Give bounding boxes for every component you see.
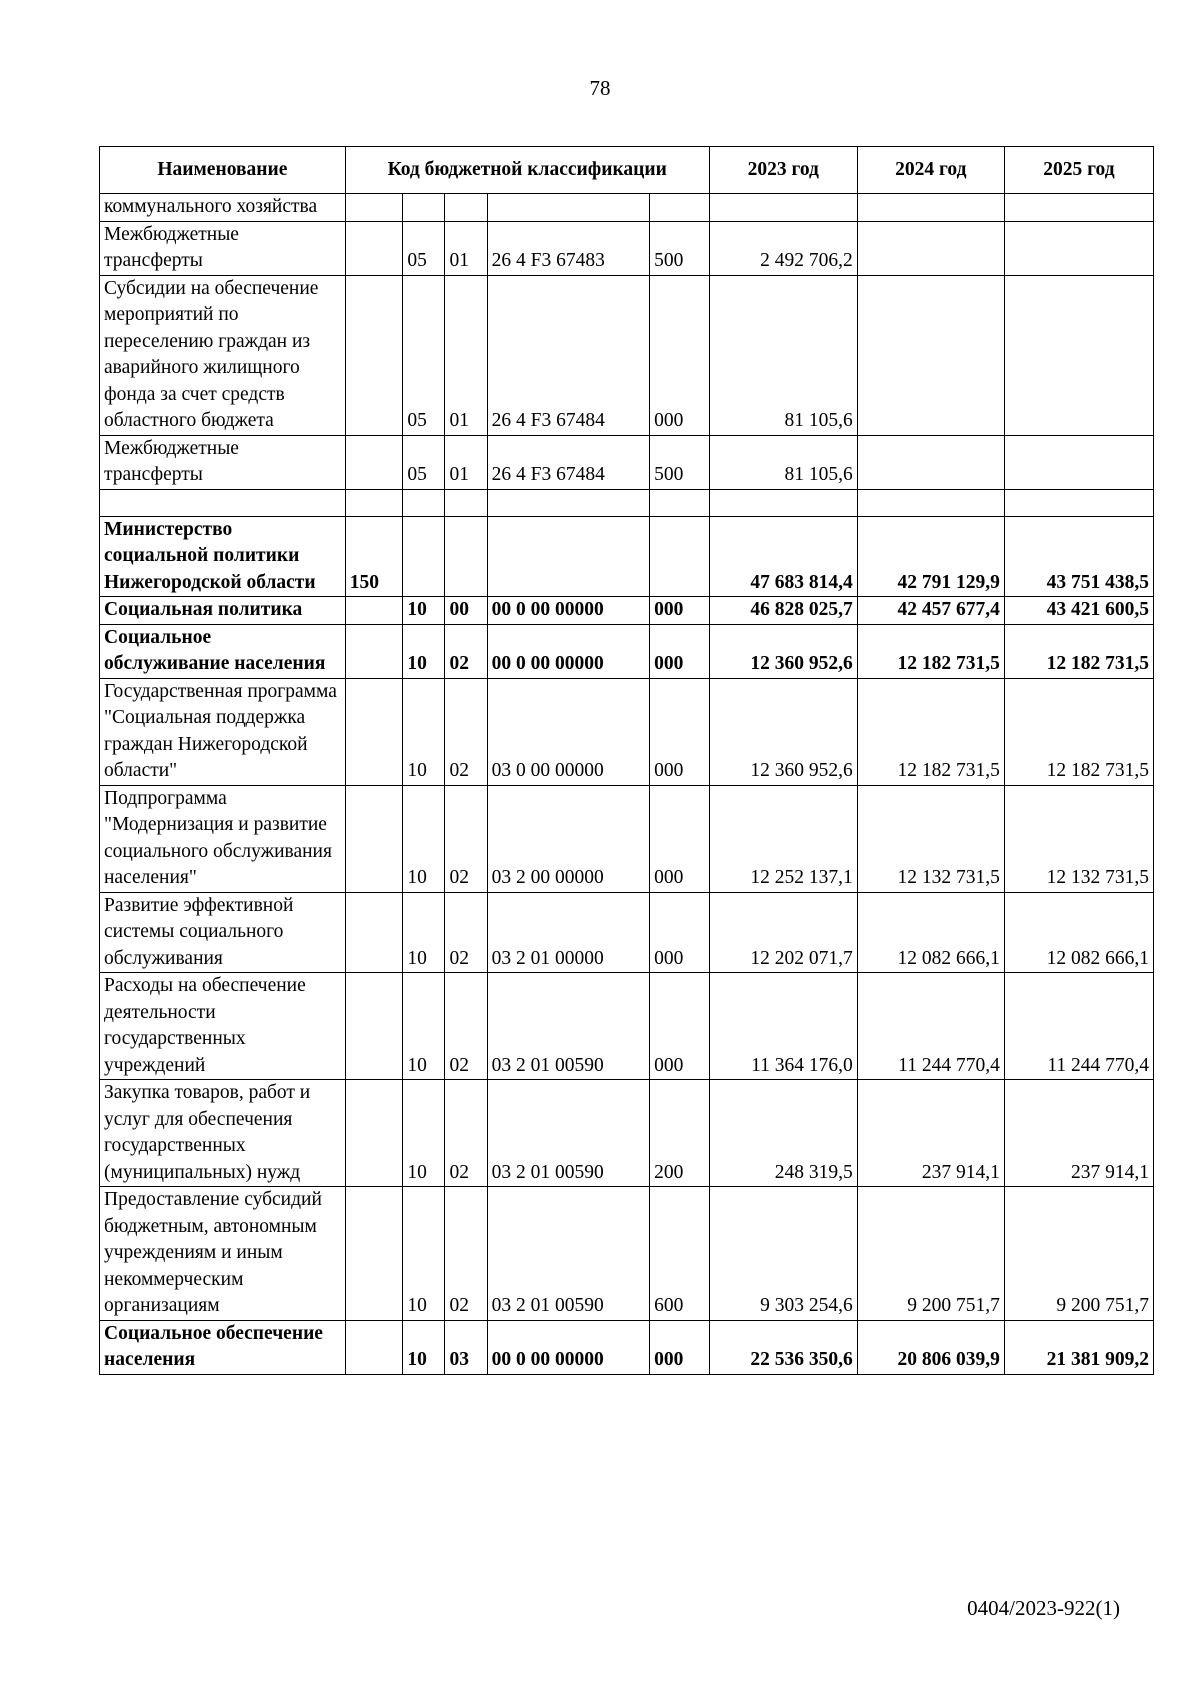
cell-2024: 11 244 770,4 [857, 973, 1004, 1080]
cell-2024 [857, 221, 1004, 275]
table-row [100, 892, 1154, 973]
cell-subsection: 02 [445, 973, 487, 1080]
table-row [100, 221, 1154, 275]
cell-section: 10 [403, 597, 445, 625]
cell-2024: 12 082 666,1 [857, 892, 1004, 973]
cell-subsection: 01 [445, 221, 487, 275]
table-body [100, 194, 1154, 1375]
cell-expense-type: 500 [650, 221, 710, 275]
cell-section: 10 [403, 785, 445, 892]
cell-2023: 2 492 706,2 [709, 221, 857, 275]
cell-section: 10 [403, 1320, 445, 1374]
cell-target-article: 00 0 00 00000 [487, 624, 649, 678]
page-number: 78 [589, 76, 611, 100]
cell-target-article: 03 0 00 00000 [487, 678, 649, 785]
cell-target-article: 26 4 F3 67484 [487, 275, 649, 435]
cell-expense-type: 000 [650, 597, 710, 625]
cell-name: Министерство социальной политики Нижегородской области [100, 516, 346, 597]
cell-section: 10 [403, 892, 445, 973]
cell-ministry-code [345, 973, 403, 1080]
cell-2023: 46 828 025,7 [709, 597, 857, 625]
table-row [100, 489, 1154, 516]
cell-2025: 12 132 731,5 [1004, 785, 1153, 892]
table-row [100, 678, 1154, 785]
cell-target-article: 03 2 00 00000 [487, 785, 649, 892]
cell-subsection: 03 [445, 1320, 487, 1374]
cell-2023: 81 105,6 [709, 275, 857, 435]
cell-expense-type: 200 [650, 1080, 710, 1187]
cell-name: Социальное обслуживание населения [100, 624, 346, 678]
cell-target-article: 03 2 01 00590 [487, 1187, 649, 1321]
budget-table [99, 146, 1154, 1375]
cell-expense-type: 000 [650, 973, 710, 1080]
cell-target-article: 03 2 01 00590 [487, 973, 649, 1080]
cell-2023: 12 202 071,7 [709, 892, 857, 973]
table-row [100, 624, 1154, 678]
cell-2024: 12 182 731,5 [857, 624, 1004, 678]
header-name: Наименование [100, 147, 346, 194]
cell-expense-type [650, 516, 710, 597]
cell-name: Предоставление субсидий бюджетным, автономным учреждениям и иным некоммерческим организациям [100, 1187, 346, 1321]
cell-section: 10 [403, 624, 445, 678]
cell-section: 05 [403, 435, 445, 489]
cell-2024: 20 806 039,9 [857, 1320, 1004, 1374]
cell-2025 [1004, 194, 1153, 222]
cell-name: Социальная политика [100, 597, 346, 625]
cell-2024 [857, 275, 1004, 435]
header-2024: 2024 год [857, 147, 1004, 194]
cell-2024: 237 914,1 [857, 1080, 1004, 1187]
document-code: 0404/2023-922(1) [967, 1596, 1120, 1620]
cell-expense-type [650, 489, 710, 516]
cell-2025: 11 244 770,4 [1004, 973, 1153, 1080]
table-row [100, 973, 1154, 1080]
cell-target-article [487, 516, 649, 597]
cell-2023: 248 319,5 [709, 1080, 857, 1187]
cell-ministry-code: 150 [345, 516, 403, 597]
cell-expense-type: 000 [650, 785, 710, 892]
cell-2023: 12 360 952,6 [709, 624, 857, 678]
cell-2023 [709, 489, 857, 516]
cell-section: 10 [403, 973, 445, 1080]
cell-2025: 43 421 600,5 [1004, 597, 1153, 625]
table-row [100, 1080, 1154, 1187]
cell-target-article: 03 2 01 00000 [487, 892, 649, 973]
cell-2023 [709, 194, 857, 222]
cell-subsection: 01 [445, 435, 487, 489]
header-2025: 2025 год [1004, 147, 1153, 194]
cell-expense-type: 000 [650, 275, 710, 435]
cell-ministry-code [345, 1187, 403, 1321]
cell-name [100, 489, 346, 516]
cell-ministry-code [345, 624, 403, 678]
cell-2025 [1004, 275, 1153, 435]
cell-2025: 237 914,1 [1004, 1080, 1153, 1187]
cell-2025 [1004, 435, 1153, 489]
cell-target-article: 00 0 00 00000 [487, 597, 649, 625]
cell-name: Межбюджетные трансферты [100, 221, 346, 275]
cell-subsection [445, 194, 487, 222]
cell-ministry-code [345, 892, 403, 973]
cell-2025: 9 200 751,7 [1004, 1187, 1153, 1321]
cell-section: 10 [403, 678, 445, 785]
cell-expense-type: 000 [650, 1320, 710, 1374]
cell-ministry-code [345, 221, 403, 275]
cell-2024: 42 457 677,4 [857, 597, 1004, 625]
cell-2023: 12 360 952,6 [709, 678, 857, 785]
cell-section: 05 [403, 221, 445, 275]
cell-2023: 81 105,6 [709, 435, 857, 489]
cell-subsection: 01 [445, 275, 487, 435]
cell-2023: 22 536 350,6 [709, 1320, 857, 1374]
cell-2024 [857, 435, 1004, 489]
cell-subsection: 02 [445, 624, 487, 678]
cell-ministry-code [345, 435, 403, 489]
cell-target-article [487, 489, 649, 516]
cell-subsection [445, 516, 487, 597]
cell-section [403, 489, 445, 516]
cell-target-article: 26 4 F3 67483 [487, 221, 649, 275]
table-row [100, 1320, 1154, 1374]
cell-ministry-code [345, 678, 403, 785]
cell-2025: 43 751 438,5 [1004, 516, 1153, 597]
cell-section [403, 194, 445, 222]
cell-ministry-code [345, 275, 403, 435]
cell-name: коммунального хозяйства [100, 194, 346, 222]
table-row [100, 435, 1154, 489]
cell-2024: 42 791 129,9 [857, 516, 1004, 597]
cell-section: 05 [403, 275, 445, 435]
cell-expense-type: 500 [650, 435, 710, 489]
cell-2024 [857, 194, 1004, 222]
cell-expense-type: 000 [650, 892, 710, 973]
table-header-row [100, 147, 1154, 194]
table-row [100, 194, 1154, 222]
cell-2025: 12 182 731,5 [1004, 624, 1153, 678]
cell-subsection: 02 [445, 1187, 487, 1321]
cell-subsection: 00 [445, 597, 487, 625]
header-code: Код бюджетной классификации [345, 147, 709, 194]
table-row [100, 785, 1154, 892]
cell-target-article [487, 194, 649, 222]
cell-section: 10 [403, 1187, 445, 1321]
cell-ministry-code [345, 1320, 403, 1374]
cell-2024: 12 132 731,5 [857, 785, 1004, 892]
cell-2025: 21 381 909,2 [1004, 1320, 1153, 1374]
cell-2023: 12 252 137,1 [709, 785, 857, 892]
cell-expense-type: 000 [650, 678, 710, 785]
cell-subsection: 02 [445, 785, 487, 892]
cell-2024 [857, 489, 1004, 516]
cell-ministry-code [345, 1080, 403, 1187]
cell-2025 [1004, 221, 1153, 275]
cell-subsection: 02 [445, 1080, 487, 1187]
cell-ministry-code [345, 785, 403, 892]
cell-ministry-code [345, 194, 403, 222]
cell-expense-type: 600 [650, 1187, 710, 1321]
cell-expense-type [650, 194, 710, 222]
cell-subsection: 02 [445, 892, 487, 973]
cell-2023: 9 303 254,6 [709, 1187, 857, 1321]
cell-name: Субсидии на обеспечение мероприятий по переселению граждан из аварийного жилищного фонда за счет средств областного бюджета [100, 275, 346, 435]
cell-2024: 9 200 751,7 [857, 1187, 1004, 1321]
cell-2025: 12 182 731,5 [1004, 678, 1153, 785]
cell-expense-type: 000 [650, 624, 710, 678]
table-row [100, 597, 1154, 625]
cell-2025 [1004, 489, 1153, 516]
cell-2024: 12 182 731,5 [857, 678, 1004, 785]
cell-name: Развитие эффективной системы социального обслуживания [100, 892, 346, 973]
cell-ministry-code [345, 597, 403, 625]
cell-2023: 47 683 814,4 [709, 516, 857, 597]
cell-ministry-code [345, 489, 403, 516]
cell-target-article: 03 2 01 00590 [487, 1080, 649, 1187]
cell-name: Подпрограмма "Модернизация и развитие социального обслуживания населения" [100, 785, 346, 892]
cell-target-article: 26 4 F3 67484 [487, 435, 649, 489]
cell-name: Межбюджетные трансферты [100, 435, 346, 489]
cell-name: Закупка товаров, работ и услуг для обеспечения государственных (муниципальных) нужд [100, 1080, 346, 1187]
cell-section [403, 516, 445, 597]
cell-target-article: 00 0 00 00000 [487, 1320, 649, 1374]
cell-name: Расходы на обеспечение деятельности государственных учреждений [100, 973, 346, 1080]
cell-subsection [445, 489, 487, 516]
cell-2025: 12 082 666,1 [1004, 892, 1153, 973]
cell-name: Социальное обеспечение населения [100, 1320, 346, 1374]
cell-section: 10 [403, 1080, 445, 1187]
table-row [100, 516, 1154, 597]
header-2023: 2023 год [709, 147, 857, 194]
table-row [100, 1187, 1154, 1321]
cell-subsection: 02 [445, 678, 487, 785]
table-row [100, 275, 1154, 435]
cell-name: Государственная программа "Социальная поддержка граждан Нижегородской области" [100, 678, 346, 785]
cell-2023: 11 364 176,0 [709, 973, 857, 1080]
